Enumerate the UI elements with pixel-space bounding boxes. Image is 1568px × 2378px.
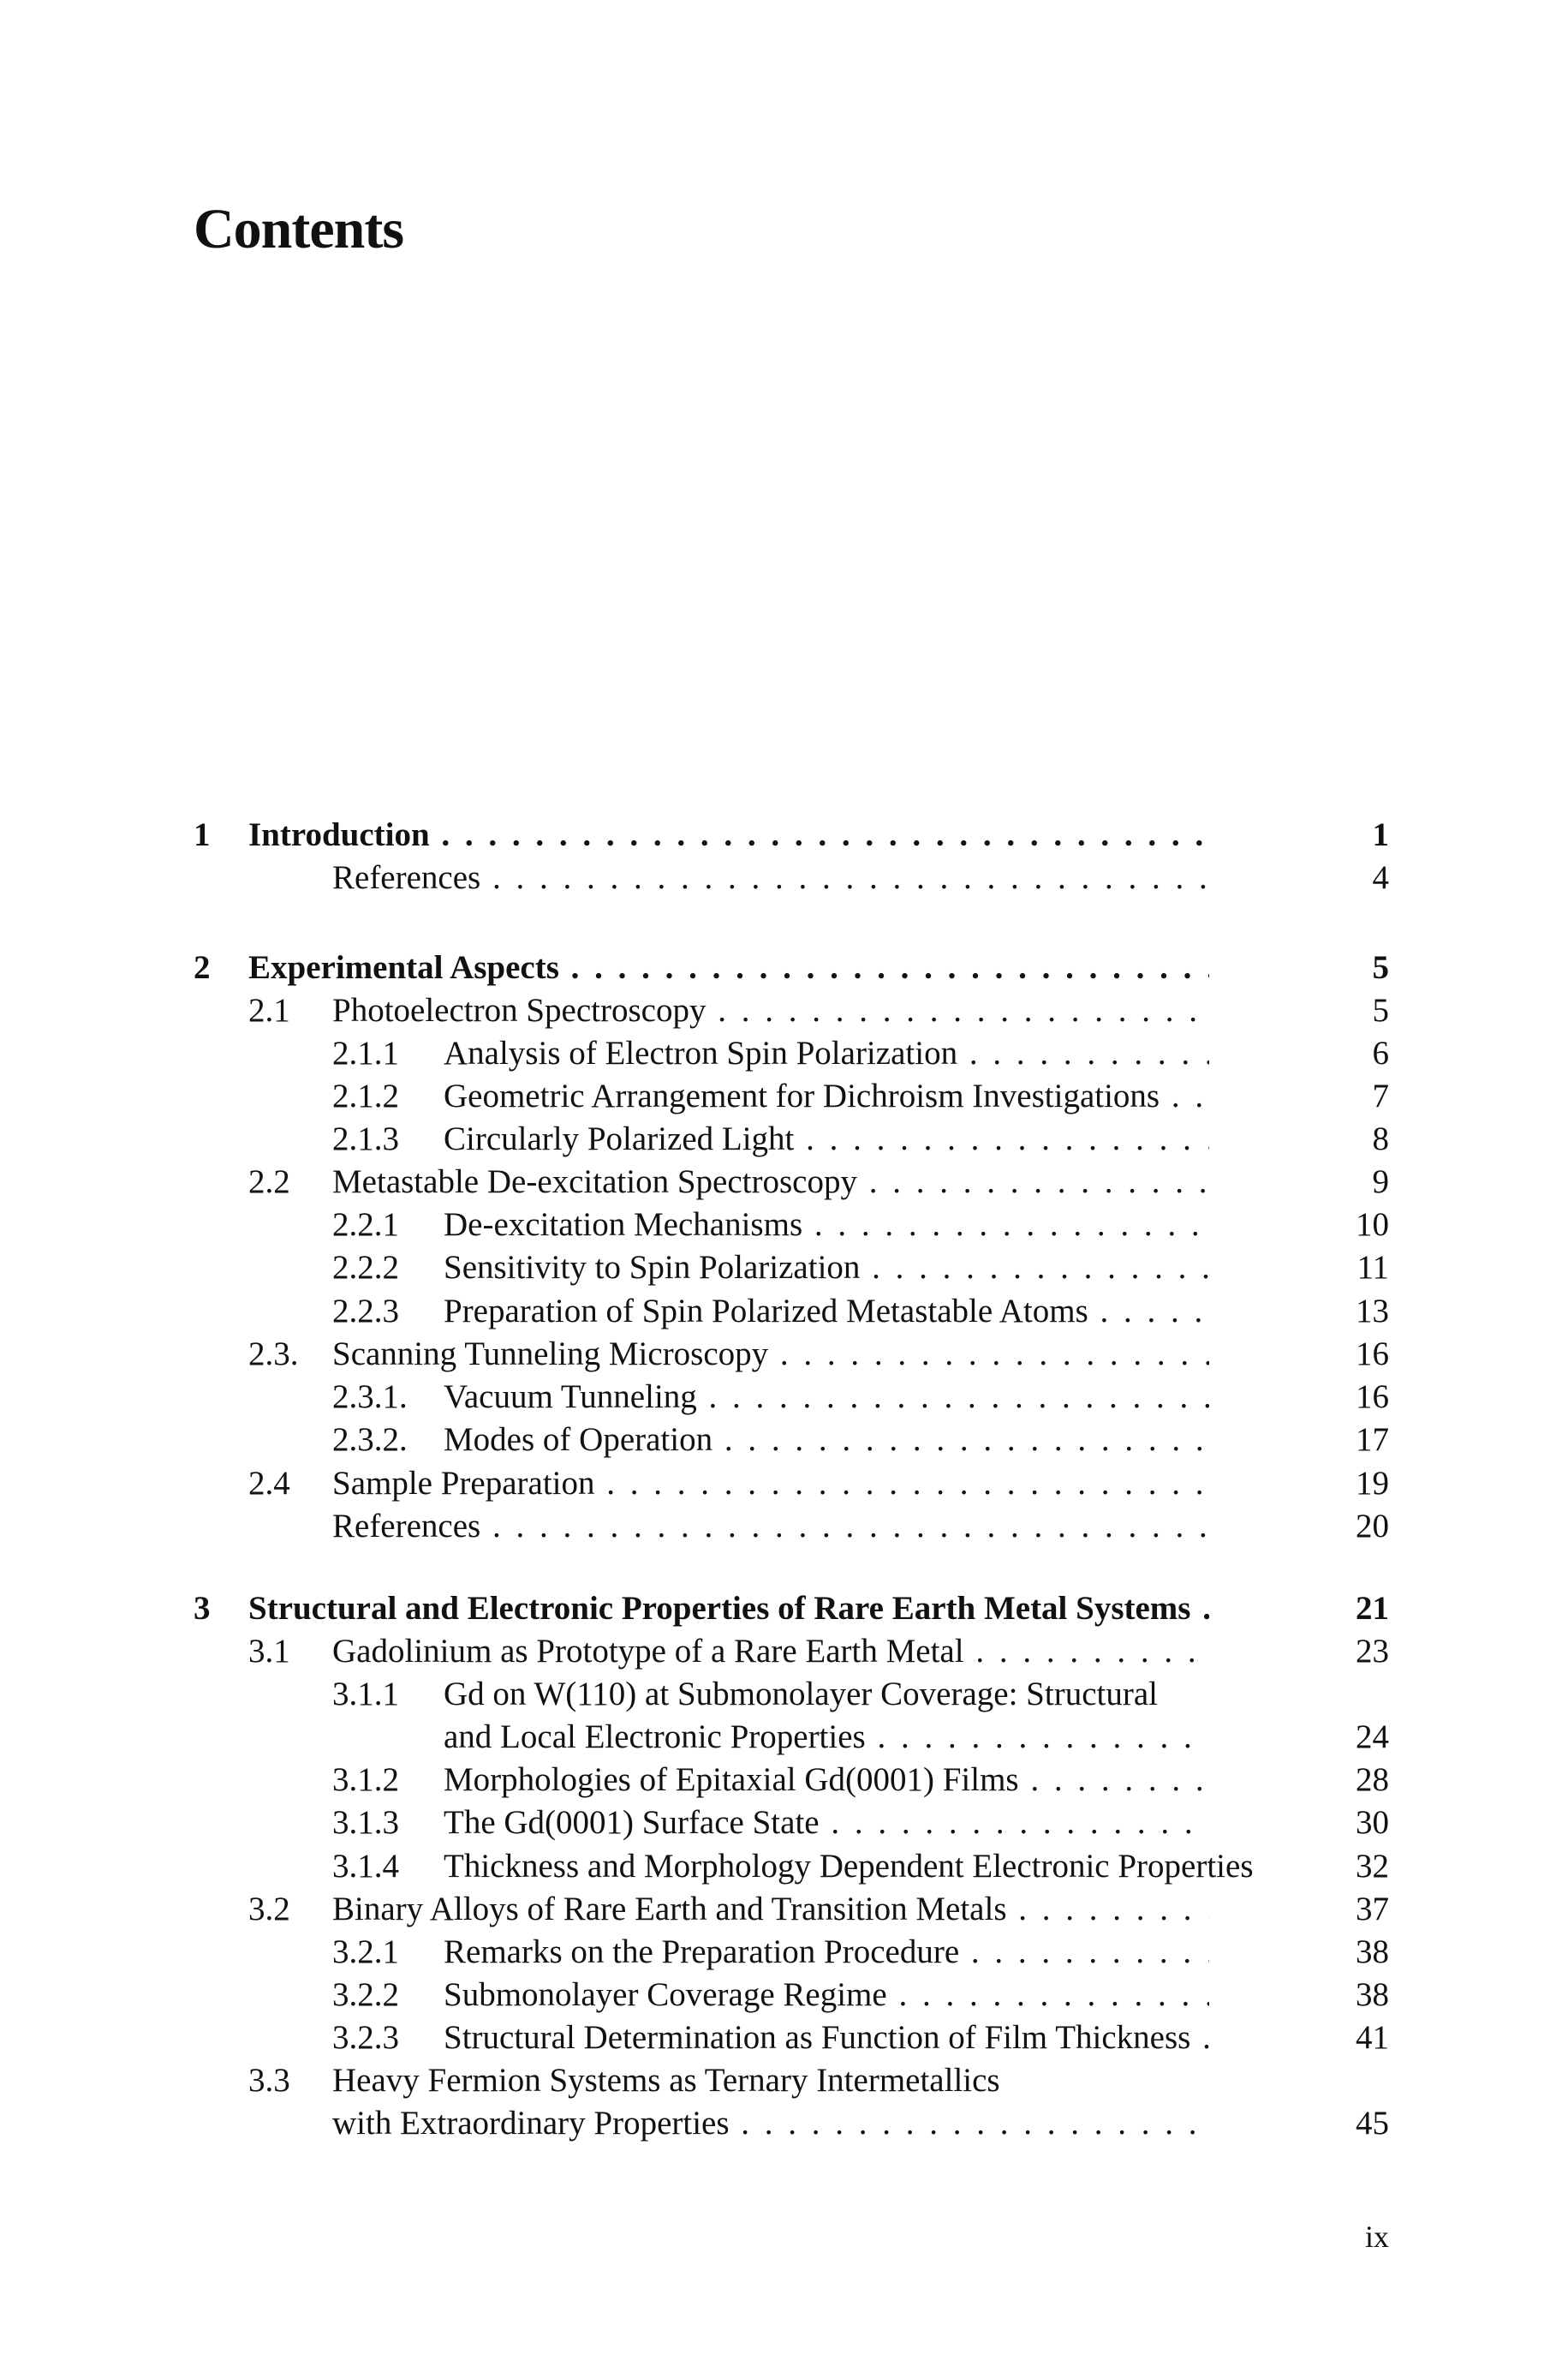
toc-page-number: 30 <box>1356 1804 1389 1841</box>
toc-section-number: 3.1.1 <box>332 1676 399 1712</box>
toc-entry-title: with Extraordinary Properties . . . <box>332 2104 1209 2143</box>
toc-entry-title: The Gd(0001) Surface State . . . <box>444 1803 1209 1843</box>
toc-entry[interactable] <box>332 1420 1389 1460</box>
toc-entry[interactable] <box>332 1205 1389 1245</box>
toc-entry[interactable] <box>332 1718 1389 1757</box>
toc-entry[interactable] <box>194 948 1389 988</box>
page-number-folio: ix <box>1364 2220 1389 2254</box>
toc-section-number: 2.2 <box>248 1163 290 1200</box>
toc-section-number: 3.2.2 <box>332 1976 399 2013</box>
toc-entry[interactable] <box>248 991 1389 1031</box>
toc-entry-title: and Local Electronic Properties . . . <box>444 1718 1209 1757</box>
toc-entry-title: Heavy Fermion Systems as Ternary Intermetallics <box>332 2062 1000 2099</box>
toc-page-number: 20 <box>1356 1508 1389 1545</box>
toc-section-number: 2.3. <box>248 1335 299 1372</box>
toc-entry-title: Scanning Tunneling Microscopy . . . <box>332 1335 1209 1374</box>
toc-page-number: 38 <box>1356 1976 1389 2013</box>
toc-section-number: 2.2.2 <box>332 1249 399 1286</box>
toc-entry[interactable] <box>248 1507 1389 1546</box>
toc-entry[interactable] <box>332 1248 1389 1288</box>
toc-page-number: 16 <box>1356 1335 1389 1372</box>
toc-entry[interactable] <box>248 858 1389 898</box>
toc-entry-title: Gd on W(110) at Submonolayer Coverage: Structural <box>444 1676 1158 1712</box>
toc-section-number: 3.2.1 <box>332 1933 399 1970</box>
toc-entry-title: Binary Alloys of Rare Earth and Transition Metals . . . <box>332 1890 1209 1929</box>
toc-page-number: 5 <box>1372 992 1389 1029</box>
toc-entry-title: References . . . <box>332 858 1209 898</box>
toc-section-number: 3.1.2 <box>332 1761 399 1798</box>
toc-entry-title: Remarks on the Preparation Procedure . . . <box>444 1933 1209 1972</box>
toc-entry[interactable] <box>248 1464 1389 1503</box>
toc-section-number: 2.4 <box>248 1465 290 1502</box>
toc-section-number: 2.3.2. <box>332 1421 408 1458</box>
toc-page-number: 7 <box>1372 1078 1389 1114</box>
toc-page-number: 24 <box>1356 1718 1389 1755</box>
toc-page-number: 4 <box>1372 859 1389 896</box>
toc-page-number: 28 <box>1356 1761 1389 1798</box>
toc-section-number: 2.2.1 <box>332 1206 399 1243</box>
toc-page-number: 19 <box>1356 1465 1389 1502</box>
toc-section-number: 3.2.3 <box>332 2019 399 2056</box>
toc-section-number: 2.1 <box>248 992 290 1029</box>
toc-page-number: 23 <box>1356 1633 1389 1670</box>
toc-page-number: 41 <box>1356 2019 1389 2056</box>
toc-entry-title: Metastable De-excitation Spectroscopy . . . <box>332 1162 1209 1202</box>
toc-entry[interactable] <box>248 1335 1389 1374</box>
toc-entry[interactable] <box>332 1760 1389 1800</box>
toc-page-number: 37 <box>1356 1891 1389 1927</box>
toc-page-number: 17 <box>1356 1421 1389 1458</box>
toc-page-number: 1 <box>1372 816 1389 853</box>
toc-page-number: 9 <box>1372 1163 1389 1200</box>
toc-section-number: 2.1.2 <box>332 1078 399 1114</box>
toc-entry[interactable] <box>332 1675 1389 1714</box>
toc-section-number: 2 <box>194 949 211 986</box>
toc-page-number: 5 <box>1372 949 1389 986</box>
toc-section-number: 3.2 <box>248 1891 290 1927</box>
toc-section-number: 1 <box>194 816 211 853</box>
toc-entry-title: Geometric Arrangement for Dichroism Investigations . . . <box>444 1077 1209 1116</box>
toc-entry[interactable] <box>332 1377 1389 1417</box>
toc-entry[interactable] <box>332 1077 1389 1116</box>
toc-entry[interactable] <box>332 1292 1389 1331</box>
toc-entry[interactable] <box>194 1589 1389 1628</box>
toc-section-number: 2.1.3 <box>332 1120 399 1157</box>
toc-page-number: 32 <box>1356 1848 1389 1885</box>
toc-entry[interactable] <box>332 1803 1389 1843</box>
toc-section-number: 3.1 <box>248 1633 290 1670</box>
page-title: Contents <box>194 198 404 260</box>
toc-entry-title: Photoelectron Spectroscopy . . . <box>332 991 1209 1031</box>
toc-page-number: 16 <box>1356 1378 1389 1415</box>
toc-entry-title: Structural Determination as Function of Film Thickness . . . <box>444 2018 1209 2058</box>
toc-section-number: 3.1.4 <box>332 1848 399 1885</box>
toc-page-number: 8 <box>1372 1120 1389 1157</box>
toc-entry-title: Sample Preparation . . . <box>332 1464 1209 1503</box>
toc-page-number: 21 <box>1356 1590 1389 1627</box>
toc-entry-title: Gadolinium as Prototype of a Rare Earth Metal . . . <box>332 1632 1209 1671</box>
toc-section-number: 3.3 <box>248 2062 290 2099</box>
toc-entry-title: References . . . <box>332 1507 1209 1546</box>
toc-section-number: 2.1.1 <box>332 1035 399 1072</box>
toc-page-number: 45 <box>1356 2105 1389 2142</box>
toc-section-number: 3.1.3 <box>332 1804 399 1841</box>
toc-entry[interactable] <box>194 816 1389 855</box>
toc-page-number: 6 <box>1372 1035 1389 1072</box>
toc-entry[interactable] <box>248 1162 1389 1202</box>
toc-section-number: 2.3.1. <box>332 1378 408 1415</box>
toc-section-number: 2.2.3 <box>332 1293 399 1329</box>
toc-entry[interactable] <box>332 1034 1389 1073</box>
toc-entry-title: Circularly Polarized Light . . . <box>444 1120 1209 1159</box>
toc-entry-title: Structural and Electronic Properties of Rare Earth Metal Systems . . . <box>248 1589 1209 1628</box>
toc-entry-title: Preparation of Spin Polarized Metastable Atoms . . . <box>444 1292 1209 1331</box>
toc-entry[interactable] <box>332 1847 1389 1886</box>
toc-entry[interactable] <box>248 1890 1389 1929</box>
toc-entry-title: Introduction . . . <box>248 816 1209 855</box>
toc-entry-title: Experimental Aspects . . . <box>248 948 1209 988</box>
toc-entry-title: Submonolayer Coverage Regime . . . <box>444 1975 1209 2015</box>
toc-entry-title: Thickness and Morphology Dependent Electronic Properties <box>444 1848 1254 1885</box>
toc-section-number: 3 <box>194 1590 211 1627</box>
toc-page-number: 13 <box>1356 1293 1389 1329</box>
toc-entry[interactable] <box>332 1933 1389 1972</box>
toc-entry-title: Morphologies of Epitaxial Gd(0001) Films . . . <box>444 1760 1209 1800</box>
toc-entry[interactable] <box>332 1975 1389 2015</box>
toc-entry-title: Sensitivity to Spin Polarization . . . <box>444 1248 1209 1288</box>
toc-page-number: 38 <box>1356 1933 1389 1970</box>
toc-entry-title: Modes of Operation . . . <box>444 1420 1209 1460</box>
toc-entry-title: Analysis of Electron Spin Polarization . . . <box>444 1034 1209 1073</box>
toc-entry-title: Vacuum Tunneling . . . <box>444 1377 1209 1417</box>
toc-entry[interactable] <box>248 2061 1389 2100</box>
toc-entry-title: De-excitation Mechanisms . . . <box>444 1205 1209 1245</box>
toc-page-number: 10 <box>1356 1206 1389 1243</box>
toc-entry[interactable] <box>248 1632 1389 1671</box>
toc-entry[interactable] <box>332 2018 1389 2058</box>
toc-entry[interactable] <box>332 1120 1389 1159</box>
toc-page-number: 11 <box>1356 1249 1389 1286</box>
toc-entry[interactable] <box>248 2104 1389 2143</box>
